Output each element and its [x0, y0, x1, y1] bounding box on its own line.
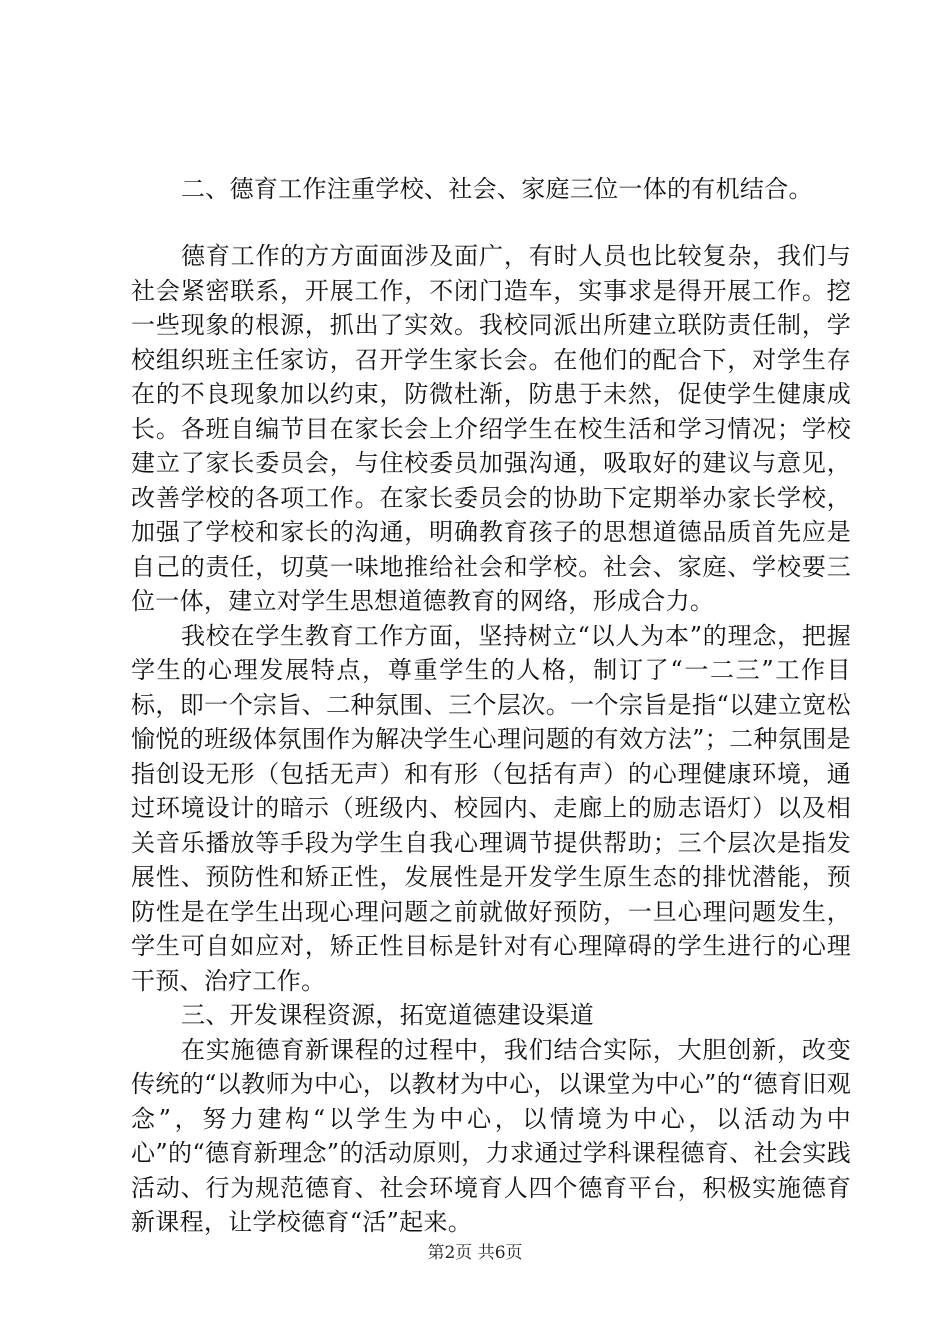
section-heading-3: 三、开发课程资源，拓宽道德建设渠道 [181, 1001, 595, 1029]
document-body [131, 239, 851, 1240]
paragraph-student-psychology: 我校在学生教育工作方面，坚持树立“以人为本”的理念，把握学生的心理发展特点，尊重学生的人格，制订了“一二三”工作目标，即一个宗旨、二种氛围、三个层次。一个宗旨是指“以建立宽松愉悦的班级体氛围作为解决学生心理问题的有效方法”；二种氛围是指创设无形（包括无声）和有形（包括有声）的心理健康环境，通过环境设计的暗示（班级内、校园内、走廊上的励志语灯）以及相关音乐播放等手段为学生自我心理调节提供帮助；三个层次是指发展性、预防性和矫正性，发展性是开发学生原生态的排忧潜能，预防性是在学生出现心理问题之前就做好预防，一旦心理问题发生，学生可自如应对，矫正性目标是针对有心理障碍的学生进行的心理干预、治疗工作。 [131, 621, 851, 995]
paragraph-family-school-cooperation: 德育工作的方方面面涉及面广，有时人员也比较复杂，我们与社会紧密联系，开展工作，不闭门造车，实事求是得开展工作。挖一些现象的根源，抓出了实效。我校同派出所建立联防责任制，学校组织班主任家访，召开学生家长会。在他们的配合下，对学生存在的不良现象加以约束，防微杜渐，防患于未然，促使学生健康成长。各班自编节目在家长会上介绍学生在校生活和学习情况；学校建立了家长委员会，与住校委员加强沟通，吸取好的建议与意见，改善学校的各项工作。在家长委员会的协助下定期举办家长学校，加强了学校和家长的沟通，明确教育孩子的思想道德品质首先应是自己的责任，切莫一味地推给社会和学校。社会、家庭、学校要三位一体，建立对学生思想道德教育的网络，形成合力。 [131, 242, 851, 615]
paragraph-curriculum-resources: 在实施德育新课程的过程中，我们结合实际，大胆创新，改变传统的“以教师为中心，以教材为中心，以课堂为中心”的“德育旧观念”，努力建构“以学生为中心，以情境为中心，以活动为中心”的“德育新理念”的活动原则，力求通过学科课程德育、社会实践活动、行为规范德育、社会环境育人四个德育平台，积极实施德育新课程，让学校德育“活”起来。 [131, 1035, 851, 1236]
page-footer: 第2页 共6页 [427, 1243, 523, 1263]
section-heading-2: 二、德育工作注重学校、社会、家庭三位一体的有机结合。 [181, 175, 813, 203]
